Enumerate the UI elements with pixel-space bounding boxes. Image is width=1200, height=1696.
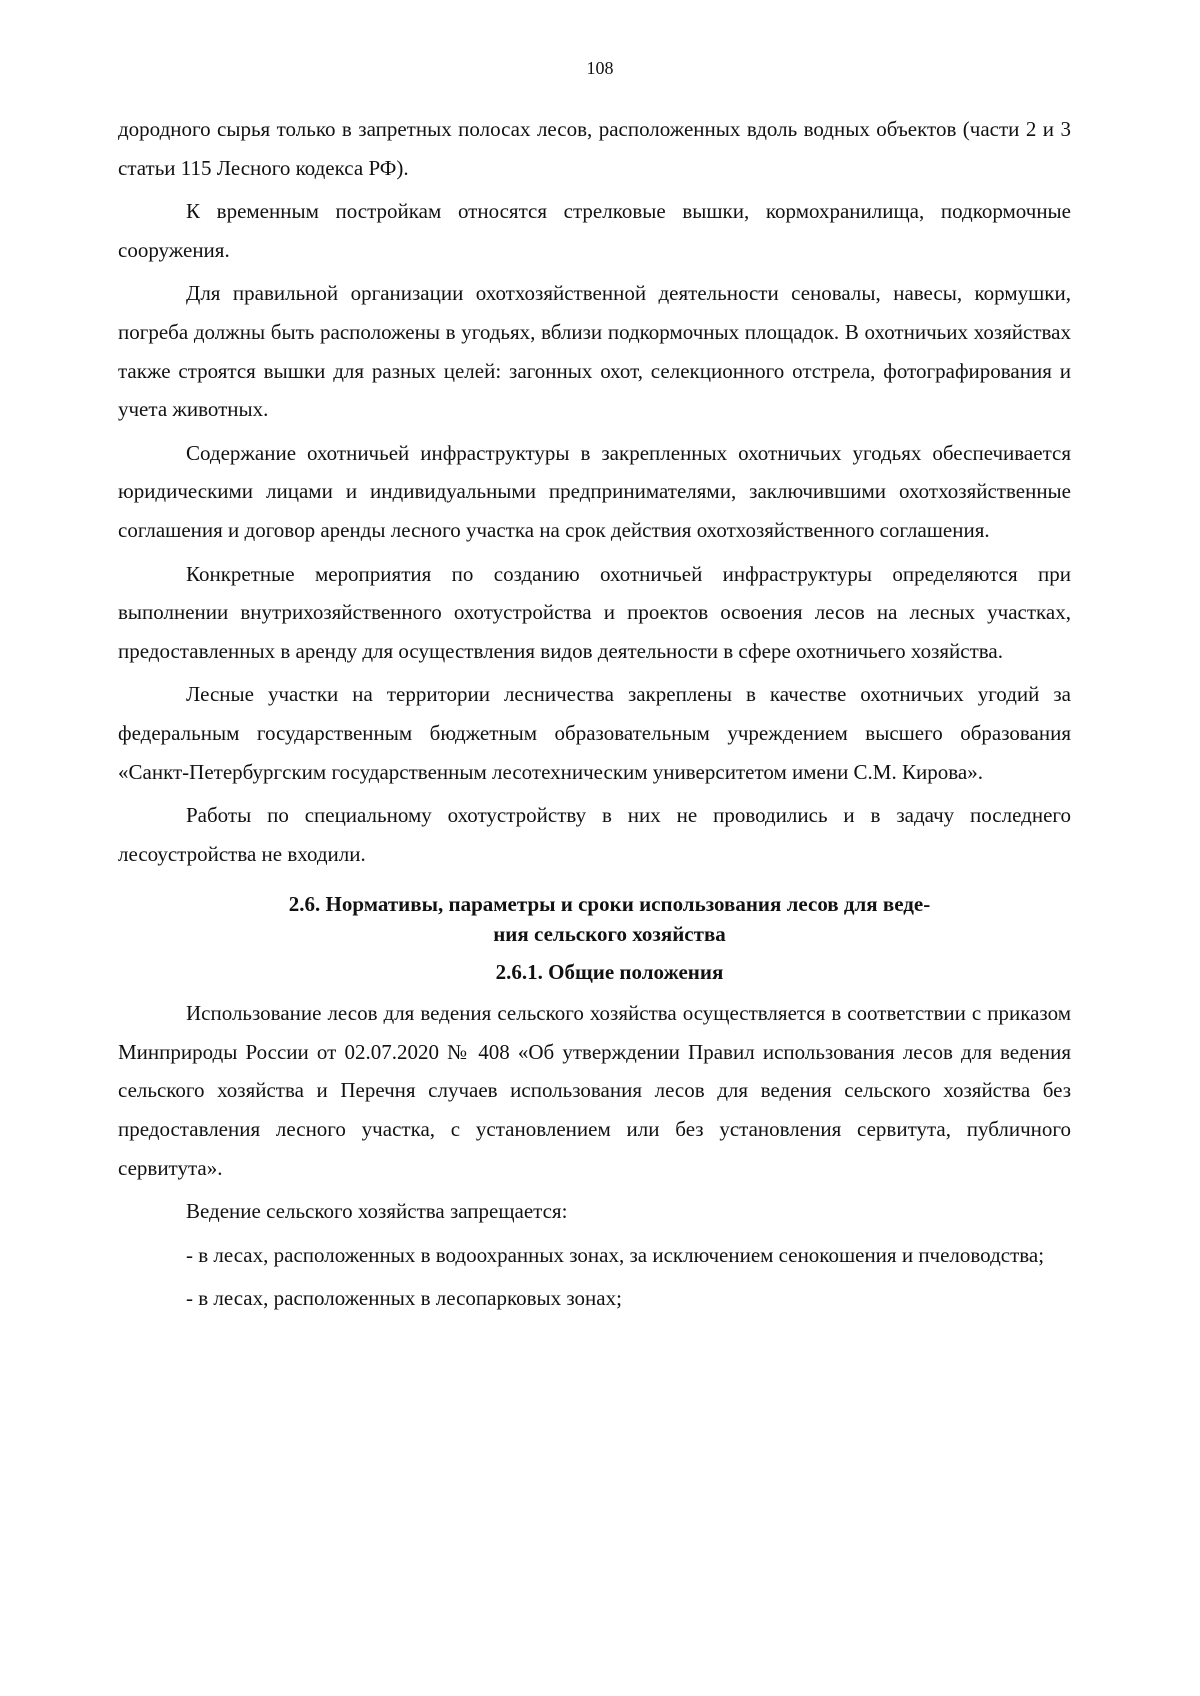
paragraph-agriculture-use: Использование лесов для ведения сельского хозяйства осуществляется в соответствии с приказом Минприроды России от 02.07.2020 № 408 «Об утверждении Правил использования лесов для ведения сельского хозяйства и Перечня случаев использования лесов для ведения сельского хозяйства без предоставления лесного участка, с установлением или без установления сервитута, публичного сервитута». — [118, 1001, 1071, 1180]
subsection-heading: 2.6.1. Общие положения — [495, 960, 724, 985]
paragraph-continuation: дородного сырья только в запретных полосах лесов, расположенных вдоль водных объектов (части 2 и 3 статьи 115 Лесного кодекса РФ). — [118, 117, 1071, 180]
paragraph-prohibition-intro: Ведение сельского хозяйства запрещается: — [186, 1199, 568, 1224]
page-body — [118, 110, 1071, 1323]
section-heading — [118, 889, 1071, 949]
section-heading-line-1: 2.6. Нормативы, параметры и сроки использования лесов для веде- — [288, 892, 931, 917]
list-item-forest-park: - в лесах, расположенных в лесопарковых зонах; — [186, 1286, 622, 1311]
paragraph-infrastructure-measures: Конкретные мероприятия по созданию охотничьей инфраструктуры определяются при выполнении внутрихозяйственного охотустройства и проектов освоения лесов на лесных участках, предоставленных в аренду для осуществления видов деятельности в сфере охотничьего хозяйства. — [118, 561, 1071, 663]
section-heading-line-2: ния сельского хозяйства — [493, 922, 726, 947]
paragraph-infrastructure-maintenance: Содержание охотничьей инфраструктуры в закрепленных охотничьих угодьях обеспечивается юридическими лицами и индивидуальными предпринимателями, заключившими охотхозяйственные соглашения и договор аренды лесного участка на срок действия охотхозяйственного соглашения. — [118, 440, 1071, 542]
paragraph-hunting-organization: Для правильной организации охотхозяйственной деятельности сеновалы, навесы, кормушки, погреба должны быть расположены в угодьях, вблизи подкормочных площадок. В охотничьих хозяйствах также строятся вышки для разных целей: загонных охот, селекционного отстрела, фотографирования и учета животных. — [118, 281, 1071, 422]
page-number: 108 — [586, 58, 614, 78]
list-item-water-protection: - в лесах, расположенных в водоохранных зонах, за исключением сенокошения и пчеловодства; — [186, 1242, 1045, 1267]
paragraph-temporary-buildings: К временным постройкам относятся стрелковые вышки, кормохранилища, подкормочные сооружения. — [118, 199, 1071, 262]
paragraph-hunting-survey: Работы по специальному охотустройству в них не проводились и в задачу последнего лесоустройства не входили. — [118, 803, 1071, 866]
paragraph-assigned-plots: Лесные участки на территории лесничества закреплены в качестве охотничьих угодий за федеральным государственным бюджетным образовательным учреждением высшего образования «Санкт-Петербургским государственным лесотехническим университетом имени С.М. Кирова». — [118, 682, 1071, 784]
